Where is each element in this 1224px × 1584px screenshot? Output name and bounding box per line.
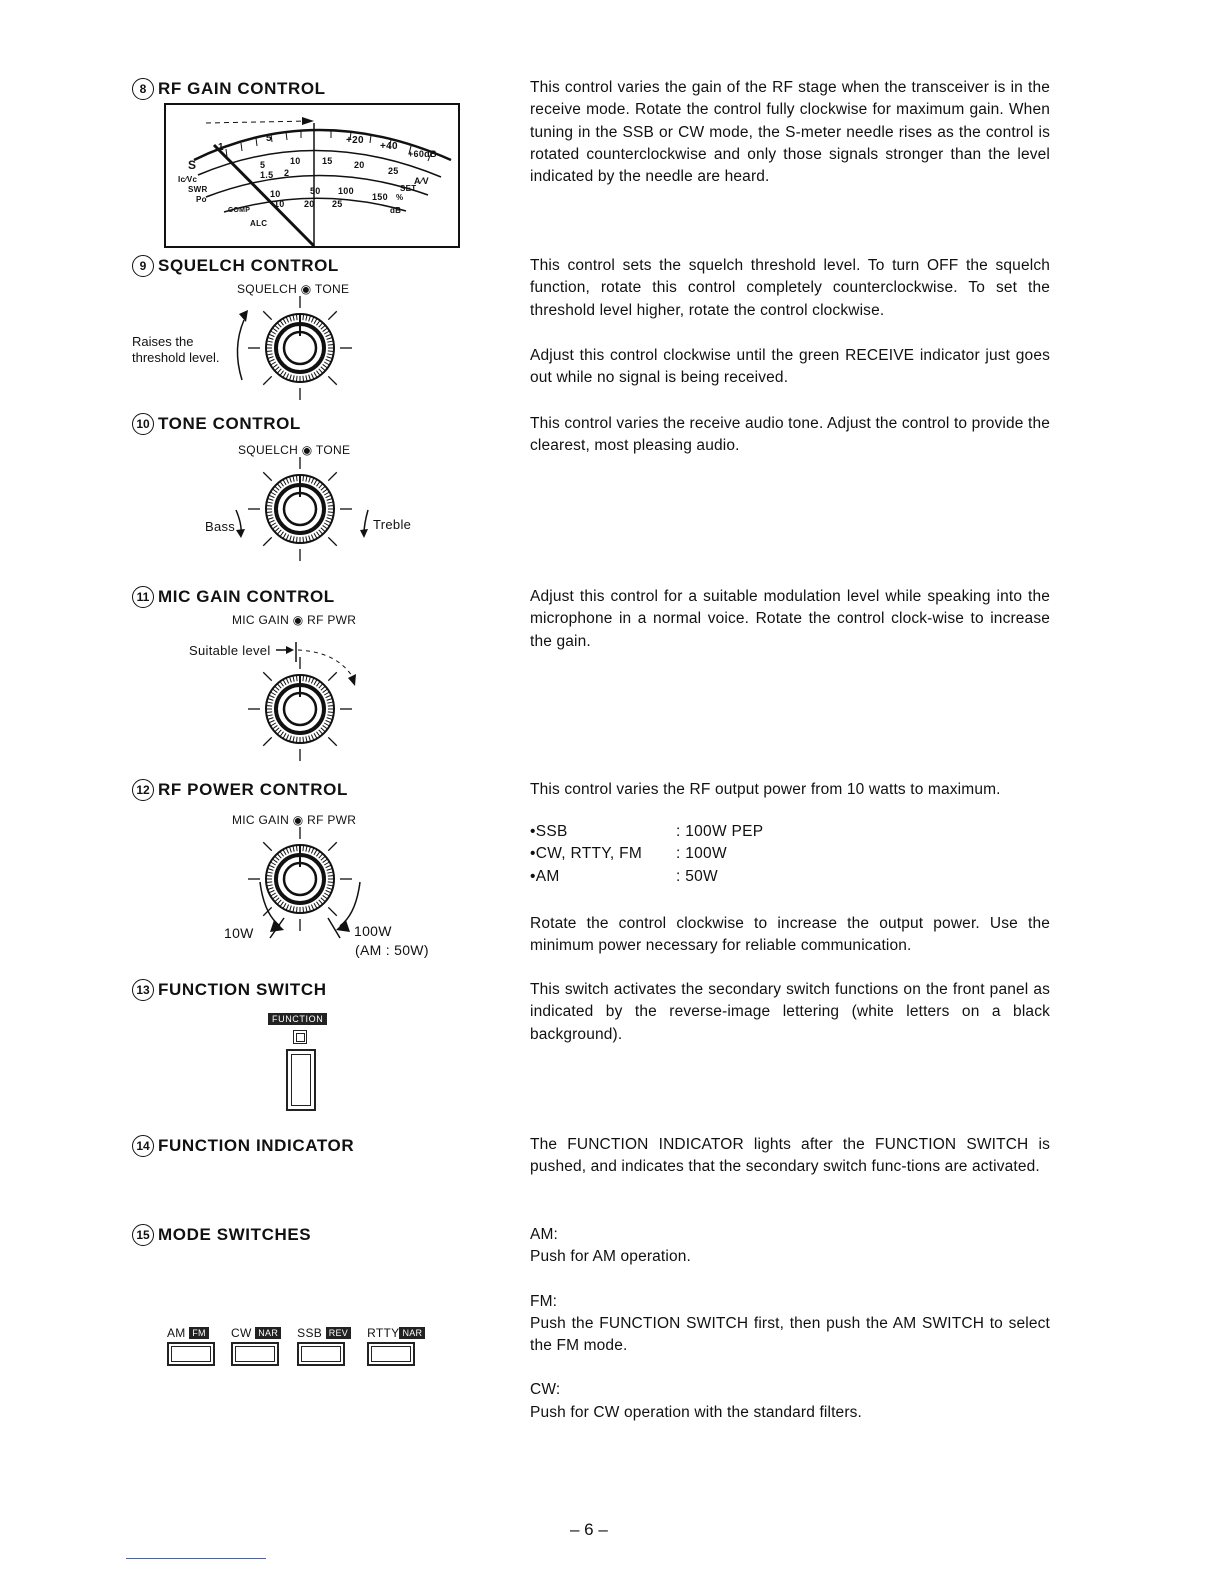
section-number: 13 <box>132 979 154 1001</box>
meter-label: 5 <box>260 160 266 170</box>
section-number: 12 <box>132 779 154 801</box>
meter-label: A⁄V <box>414 176 429 186</box>
mode-label: AM <box>167 1326 186 1340</box>
meter-label: 15 <box>322 156 333 166</box>
mode-descriptions <box>530 1224 1050 1424</box>
mic-gain-description: Adjust this control for a suitable modulation level while speaking into the microphone in a normal voice. Rotate the control clock-wise to increase the gain. <box>530 588 1050 650</box>
function-indicator-description: The FUNCTION INDICATOR lights after the FUNCTION SWITCH is pushed, and indicates that the secondary switch func-tions are activated. <box>530 1136 1050 1176</box>
note-line: Raises the <box>132 334 194 349</box>
section-number: 11 <box>132 586 154 608</box>
page-number: – 6 – <box>570 1520 608 1539</box>
section-title: SQUELCH CONTROL <box>158 256 339 275</box>
footnote-rule <box>126 1558 266 1559</box>
mode-text: Push for AM operation. <box>530 1248 691 1266</box>
am-power-label: (AM : 50W) <box>355 942 429 958</box>
section-title: RF POWER CONTROL <box>158 780 348 799</box>
rtty-button[interactable] <box>367 1342 415 1366</box>
mode-switch-ssb <box>297 1326 351 1366</box>
meter-label: +20 <box>346 135 364 146</box>
meter-label: COMP <box>228 207 251 214</box>
meter-label: 25 <box>332 199 343 209</box>
spec-row <box>530 823 830 845</box>
meter-label: 100 <box>338 186 354 196</box>
mode-text: Push for CW operation with the standard filters. <box>530 1403 862 1421</box>
am-button[interactable] <box>167 1342 215 1366</box>
mode-switch-rtty <box>367 1326 425 1366</box>
mode-switch-panel <box>167 1326 425 1366</box>
mode-text: Push the FUNCTION SWITCH first, then push the AM SWITCH to select the FM mode. <box>530 1314 1050 1355</box>
mode-label: SSB <box>297 1326 323 1340</box>
heading-rf-gain <box>132 78 326 100</box>
meter-label: +60dB <box>408 149 437 159</box>
spec-value: : 100W PEP <box>676 823 764 840</box>
ssb-button[interactable] <box>297 1342 345 1366</box>
meter-label: ALC <box>250 219 268 228</box>
spec-mode: •AM <box>530 867 560 885</box>
heading-rf-power <box>132 779 348 801</box>
mic-gain-knob <box>240 659 360 759</box>
mode-label: RTTY <box>367 1326 400 1340</box>
section-number: 10 <box>132 413 154 435</box>
heading-function-switch <box>132 979 327 1001</box>
note-line: threshold level. <box>132 350 220 365</box>
max-power-label: 100W <box>354 923 392 939</box>
meter-label: 10 <box>290 156 301 166</box>
secondary-label: NAR <box>255 1327 281 1339</box>
meter-label: 20 <box>354 160 365 170</box>
meter-label: 5 <box>266 133 272 144</box>
squelch-note <box>132 334 219 366</box>
meter-label: Po <box>196 195 207 204</box>
tone-knob <box>240 459 360 559</box>
squelch-description-2: Adjust this control clockwise until the green RECEIVE indicator just goes out while no signal is being received. <box>530 347 1050 387</box>
rf-power-description-1: This control varies the RF output power from 10 watts to maximum. <box>530 781 1001 798</box>
heading-function-indicator <box>132 1135 354 1157</box>
meter-label: 50 <box>310 186 321 196</box>
function-indicator-lamp <box>293 1030 307 1044</box>
suitable-level-label: Suitable level <box>189 643 271 658</box>
section-number: 8 <box>132 78 154 100</box>
meter-label: 20 <box>304 199 315 209</box>
function-label-plate: FUNCTION <box>268 1013 327 1025</box>
power-range-arrows-icon <box>240 880 370 942</box>
section-number: 9 <box>132 255 154 277</box>
s-meter-panel <box>164 103 460 248</box>
heading-squelch <box>132 255 339 277</box>
mode-name: CW: <box>530 1381 561 1399</box>
squelch-description-1: This control sets the squelch threshold level. To turn OFF the squelch function, rotate this control completely counterclockwise. To set the threshold level higher, rotate the control clockwise. <box>530 257 1050 319</box>
power-spec-list <box>530 823 830 890</box>
arrow-down-right-icon <box>354 508 374 540</box>
meter-label: 25 <box>388 166 399 176</box>
spec-mode: •SSB <box>530 823 568 840</box>
meter-label: 1.5 <box>260 170 274 180</box>
meter-label: +40 <box>380 141 398 152</box>
knob-caption: MIC GAIN ◉ RF PWR <box>232 613 357 627</box>
function-switch-description: This switch activates the secondary switch functions on the front panel as indicated by the reverse-image lettering (white letters on a black background). <box>530 981 1050 1043</box>
section-number: 15 <box>132 1224 154 1246</box>
meter-label: dB <box>390 206 402 215</box>
heading-mode-switches <box>132 1224 311 1246</box>
meter-label: 2 <box>284 168 290 178</box>
heading-tone <box>132 413 301 435</box>
knob-caption: MIC GAIN ◉ RF PWR <box>232 813 357 827</box>
mode-name: AM: <box>530 1226 559 1243</box>
treble-label: Treble <box>373 517 412 532</box>
meter-label: 1 <box>218 142 224 153</box>
meter-label: 150 <box>372 192 388 202</box>
spec-value: : 50W <box>676 867 718 885</box>
spec-mode: •CW, RTTY, FM <box>530 845 643 863</box>
secondary-label: NAR <box>399 1327 425 1339</box>
section-title: FUNCTION SWITCH <box>158 980 327 999</box>
section-title: RF GAIN CONTROL <box>158 79 326 98</box>
section-title: MIC GAIN CONTROL <box>158 587 335 606</box>
mode-label: CW <box>231 1326 252 1340</box>
bass-label: Bass <box>205 519 236 534</box>
clockwise-arrow-icon <box>230 300 260 390</box>
section-title: FUNCTION INDICATOR <box>158 1136 355 1155</box>
rf-gain-description: This control varies the gain of the RF stage when the transceiver is in the receive mode. Rotate the control fully clockwise for maximum gain. When tuning in the SSB or CW mode, the S-meter needle rises as the control is rotated counterclockwise and only those signals stronger than the level indicated by the needle are heard. <box>530 79 1050 186</box>
meter-label: 10 <box>270 189 281 199</box>
mode-name: FM: <box>530 1292 558 1310</box>
meter-label: S <box>188 158 197 172</box>
meter-label: Ic⁄Vc <box>178 175 198 184</box>
rf-power-description-2: Rotate the control clockwise to increase the output power. Use the minimum power necessary for reliable communication. <box>530 915 1050 955</box>
mode-switch-cw <box>231 1326 281 1366</box>
min-power-label: 10W <box>224 925 254 941</box>
secondary-label: FM <box>189 1327 209 1339</box>
heading-mic-gain <box>132 586 335 608</box>
mode-switch-am <box>167 1326 215 1366</box>
section-title: MODE SWITCHES <box>158 1225 312 1244</box>
knob-caption: SQUELCH ◉ TONE <box>237 282 350 296</box>
meter-label: SWR <box>188 185 208 194</box>
spec-row <box>530 845 830 867</box>
meter-label: % <box>396 193 404 202</box>
meter-label: 10 <box>274 199 285 209</box>
section-number: 14 <box>132 1135 154 1157</box>
secondary-label: REV <box>326 1327 351 1339</box>
tone-description: This control varies the receive audio tone. Adjust the control to provide the clearest, most pleasing audio. <box>530 415 1050 455</box>
function-switch-button[interactable] <box>286 1049 316 1111</box>
knob-caption: SQUELCH ◉ TONE <box>238 443 351 457</box>
spec-value: : 100W <box>676 845 727 863</box>
section-title: TONE CONTROL <box>158 414 301 433</box>
spec-row <box>530 868 830 890</box>
arrow-down-left-icon <box>232 508 252 540</box>
cw-button[interactable] <box>231 1342 279 1366</box>
meter-label: SET <box>400 184 417 193</box>
